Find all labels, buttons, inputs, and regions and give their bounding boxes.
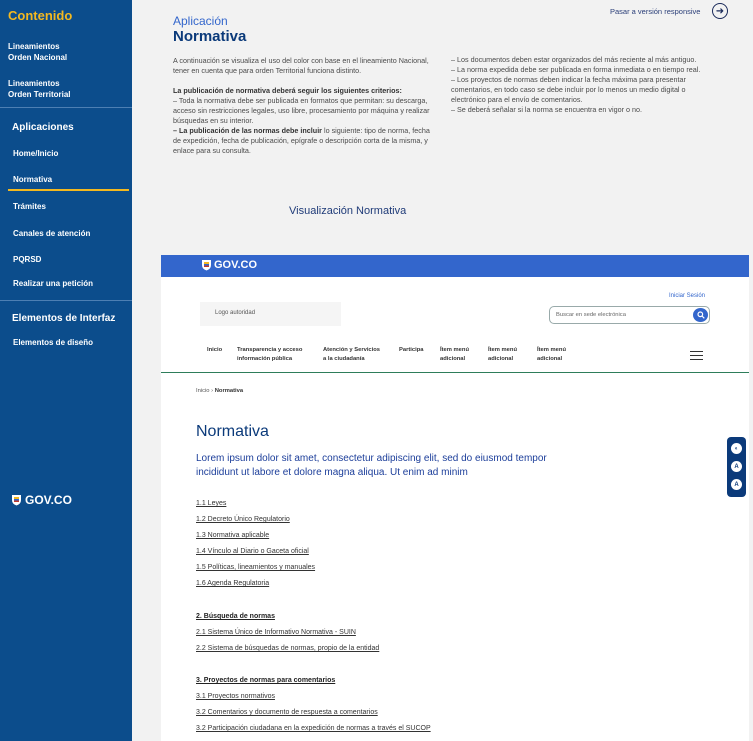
- nav-item-participa[interactable]: Participa: [399, 347, 424, 353]
- sidebar-item-pqrsd[interactable]: PQRSD: [13, 255, 42, 264]
- menu-icon[interactable]: [690, 351, 703, 360]
- contrast-icon[interactable]: ◐: [731, 443, 742, 454]
- sidebar-title: Contenido: [8, 8, 73, 23]
- norm-link[interactable]: 3.1 Proyectos normativos: [196, 693, 275, 700]
- nav-item-transparencia[interactable]: Transparencia y acceso información pública: [237, 347, 303, 362]
- nav-item-adicional[interactable]: Ítem menú adicional: [488, 347, 517, 362]
- active-item-indicator: [8, 189, 129, 191]
- normativa-preview: [161, 255, 749, 741]
- criteria-item: – Los documentos deben estar organizados del más reciente al más antiguo.: [451, 55, 697, 64]
- sidebar-item-elementos-diseno[interactable]: Elementos de diseño: [13, 338, 94, 347]
- colombia-shield-icon: [11, 494, 22, 506]
- sidebar-section-aplicaciones: Aplicaciones: [12, 122, 74, 133]
- breadcrumb-current: Normativa: [214, 388, 244, 394]
- sidebar-divider: [0, 300, 132, 301]
- criteria-item: – Se deberá señalar si la norma se encuentra en vigor o no.: [451, 105, 642, 114]
- authority-logo: Logo autoridad: [200, 302, 341, 326]
- norm-link[interactable]: 1.4 Vínculo al Diario o Gaceta oficial: [196, 548, 309, 555]
- sidebar-divider: [0, 107, 132, 108]
- section-heading[interactable]: 3. Proyectos de normas para comentarios: [196, 677, 336, 684]
- preview-lead: Lorem ipsum dolor sit amet, consectetur adipiscing elit, sed do eiusmod tempor incididunt ut labore et dolore magna aliqua. Ut enim ad minim: [196, 453, 547, 478]
- breadcrumb: [196, 388, 243, 394]
- nav-item-adicional[interactable]: Ítem menú adicional: [440, 347, 469, 362]
- search-input[interactable]: Buscar en sede electrónica: [549, 306, 710, 324]
- govco-logo: GOV.CO: [11, 493, 72, 507]
- norm-link[interactable]: 2.2 Sistema de búsquedas de normas, propio de la entidad: [196, 645, 380, 652]
- norm-link[interactable]: 3.2 Participación ciudadana en la expedición de normas a través el SUCOP: [196, 725, 431, 732]
- norm-link[interactable]: 2.1 Sistema Único de Informativo Normativa - SUIN: [196, 629, 356, 636]
- sidebar-link-orden-territorial[interactable]: Lineamientos Orden Territorial: [8, 79, 71, 99]
- sidebar-item-peticion[interactable]: Realizar una petición: [13, 279, 94, 288]
- sidebar-item-tramites[interactable]: Trámites: [13, 202, 46, 211]
- govco-top-bar: [161, 255, 749, 277]
- search-button[interactable]: [693, 308, 708, 322]
- norm-link[interactable]: 1.1 Leyes: [196, 500, 227, 507]
- norm-link[interactable]: 1.2 Decreto Único Regulatorio: [196, 516, 290, 523]
- sidebar-item-normativa[interactable]: Normativa: [13, 175, 53, 184]
- criteria-item: – Los proyectos de normas deben indicar la fecha máxima para presentar comentarios, en todo caso se debe incluir por lo menos un medio digital o electrónico para el envío de comentarios.: [451, 75, 686, 104]
- norm-link[interactable]: 1.3 Normativa aplicable: [196, 532, 270, 539]
- search-icon: [697, 311, 705, 319]
- increase-font-button[interactable]: A: [731, 479, 742, 490]
- intro-right-column: [451, 55, 711, 115]
- preview-title: Normativa: [196, 423, 269, 440]
- decrease-font-button[interactable]: A: [731, 461, 742, 472]
- nav-item-atencion[interactable]: Atención y Servicios a la ciudadanía: [323, 347, 381, 362]
- responsive-link[interactable]: Pasar a versión responsive: [610, 7, 701, 16]
- accessibility-bar: [727, 437, 746, 497]
- nav-item-adicional[interactable]: Ítem menú adicional: [537, 347, 566, 362]
- sidebar-link-orden-nacional[interactable]: Lineamientos Orden Nacional: [8, 42, 68, 62]
- sidebar-section-elementos: Elementos de Interfaz: [12, 313, 116, 324]
- criteria-item: – La norma expedida debe ser publicada en forma inmediata o en tiempo real.: [451, 65, 701, 74]
- intro-left-column: [173, 56, 435, 166]
- section-heading[interactable]: 2. Búsqueda de normas: [196, 613, 275, 620]
- visualization-title: Visualización Normativa: [289, 205, 407, 217]
- page-subtitle: Aplicación: [173, 14, 228, 28]
- norm-link[interactable]: 1.5 Políticas, lineamientos y manuales: [196, 564, 316, 571]
- sidebar-item-canales[interactable]: Canales de atención: [13, 229, 91, 238]
- norm-link[interactable]: 1.6 Agenda Regulatoria: [196, 580, 270, 587]
- nav-item-inicio[interactable]: Inicio: [207, 347, 223, 353]
- breadcrumb-home[interactable]: Inicio: [196, 388, 210, 394]
- breadcrumb-separator: ›: [211, 388, 214, 394]
- intro-criteria: La publicación de normativa deberá seguir los siguientes criterios: – Toda la normativa debe ser publicada en formatos que permitan: su descarga, acceso sin restricciones legales, uso libre, procesamiento por máquina y realizar búsquedas en su interior. – La publicación de las normas debe incluir lo siguiente: tipo de norma, fecha de expedición, fecha de publicación, epígrafe o descripción corta de la misma, y enlace para su consulta.: [173, 86, 430, 155]
- login-link[interactable]: Iniciar Sesión: [669, 293, 706, 299]
- norm-link[interactable]: 3.2 Comentarios y documento de respuesta a comentarios: [196, 709, 378, 716]
- arrow-right-circle-icon[interactable]: ➜: [712, 3, 728, 19]
- colombia-shield-icon: [201, 259, 212, 271]
- sidebar-item-home[interactable]: Home/Inicio: [13, 149, 59, 158]
- sidebar: [0, 0, 132, 741]
- page-title: Normativa: [173, 28, 247, 45]
- intro-paragraph: A continuación se visualiza el uso del color con base en el lineamiento Nacional, tener en cuenta que para orden Territorial funciona distinto.: [173, 56, 429, 75]
- govco-logo[interactable]: GOV.CO: [201, 259, 257, 271]
- main-nav: [161, 341, 749, 373]
